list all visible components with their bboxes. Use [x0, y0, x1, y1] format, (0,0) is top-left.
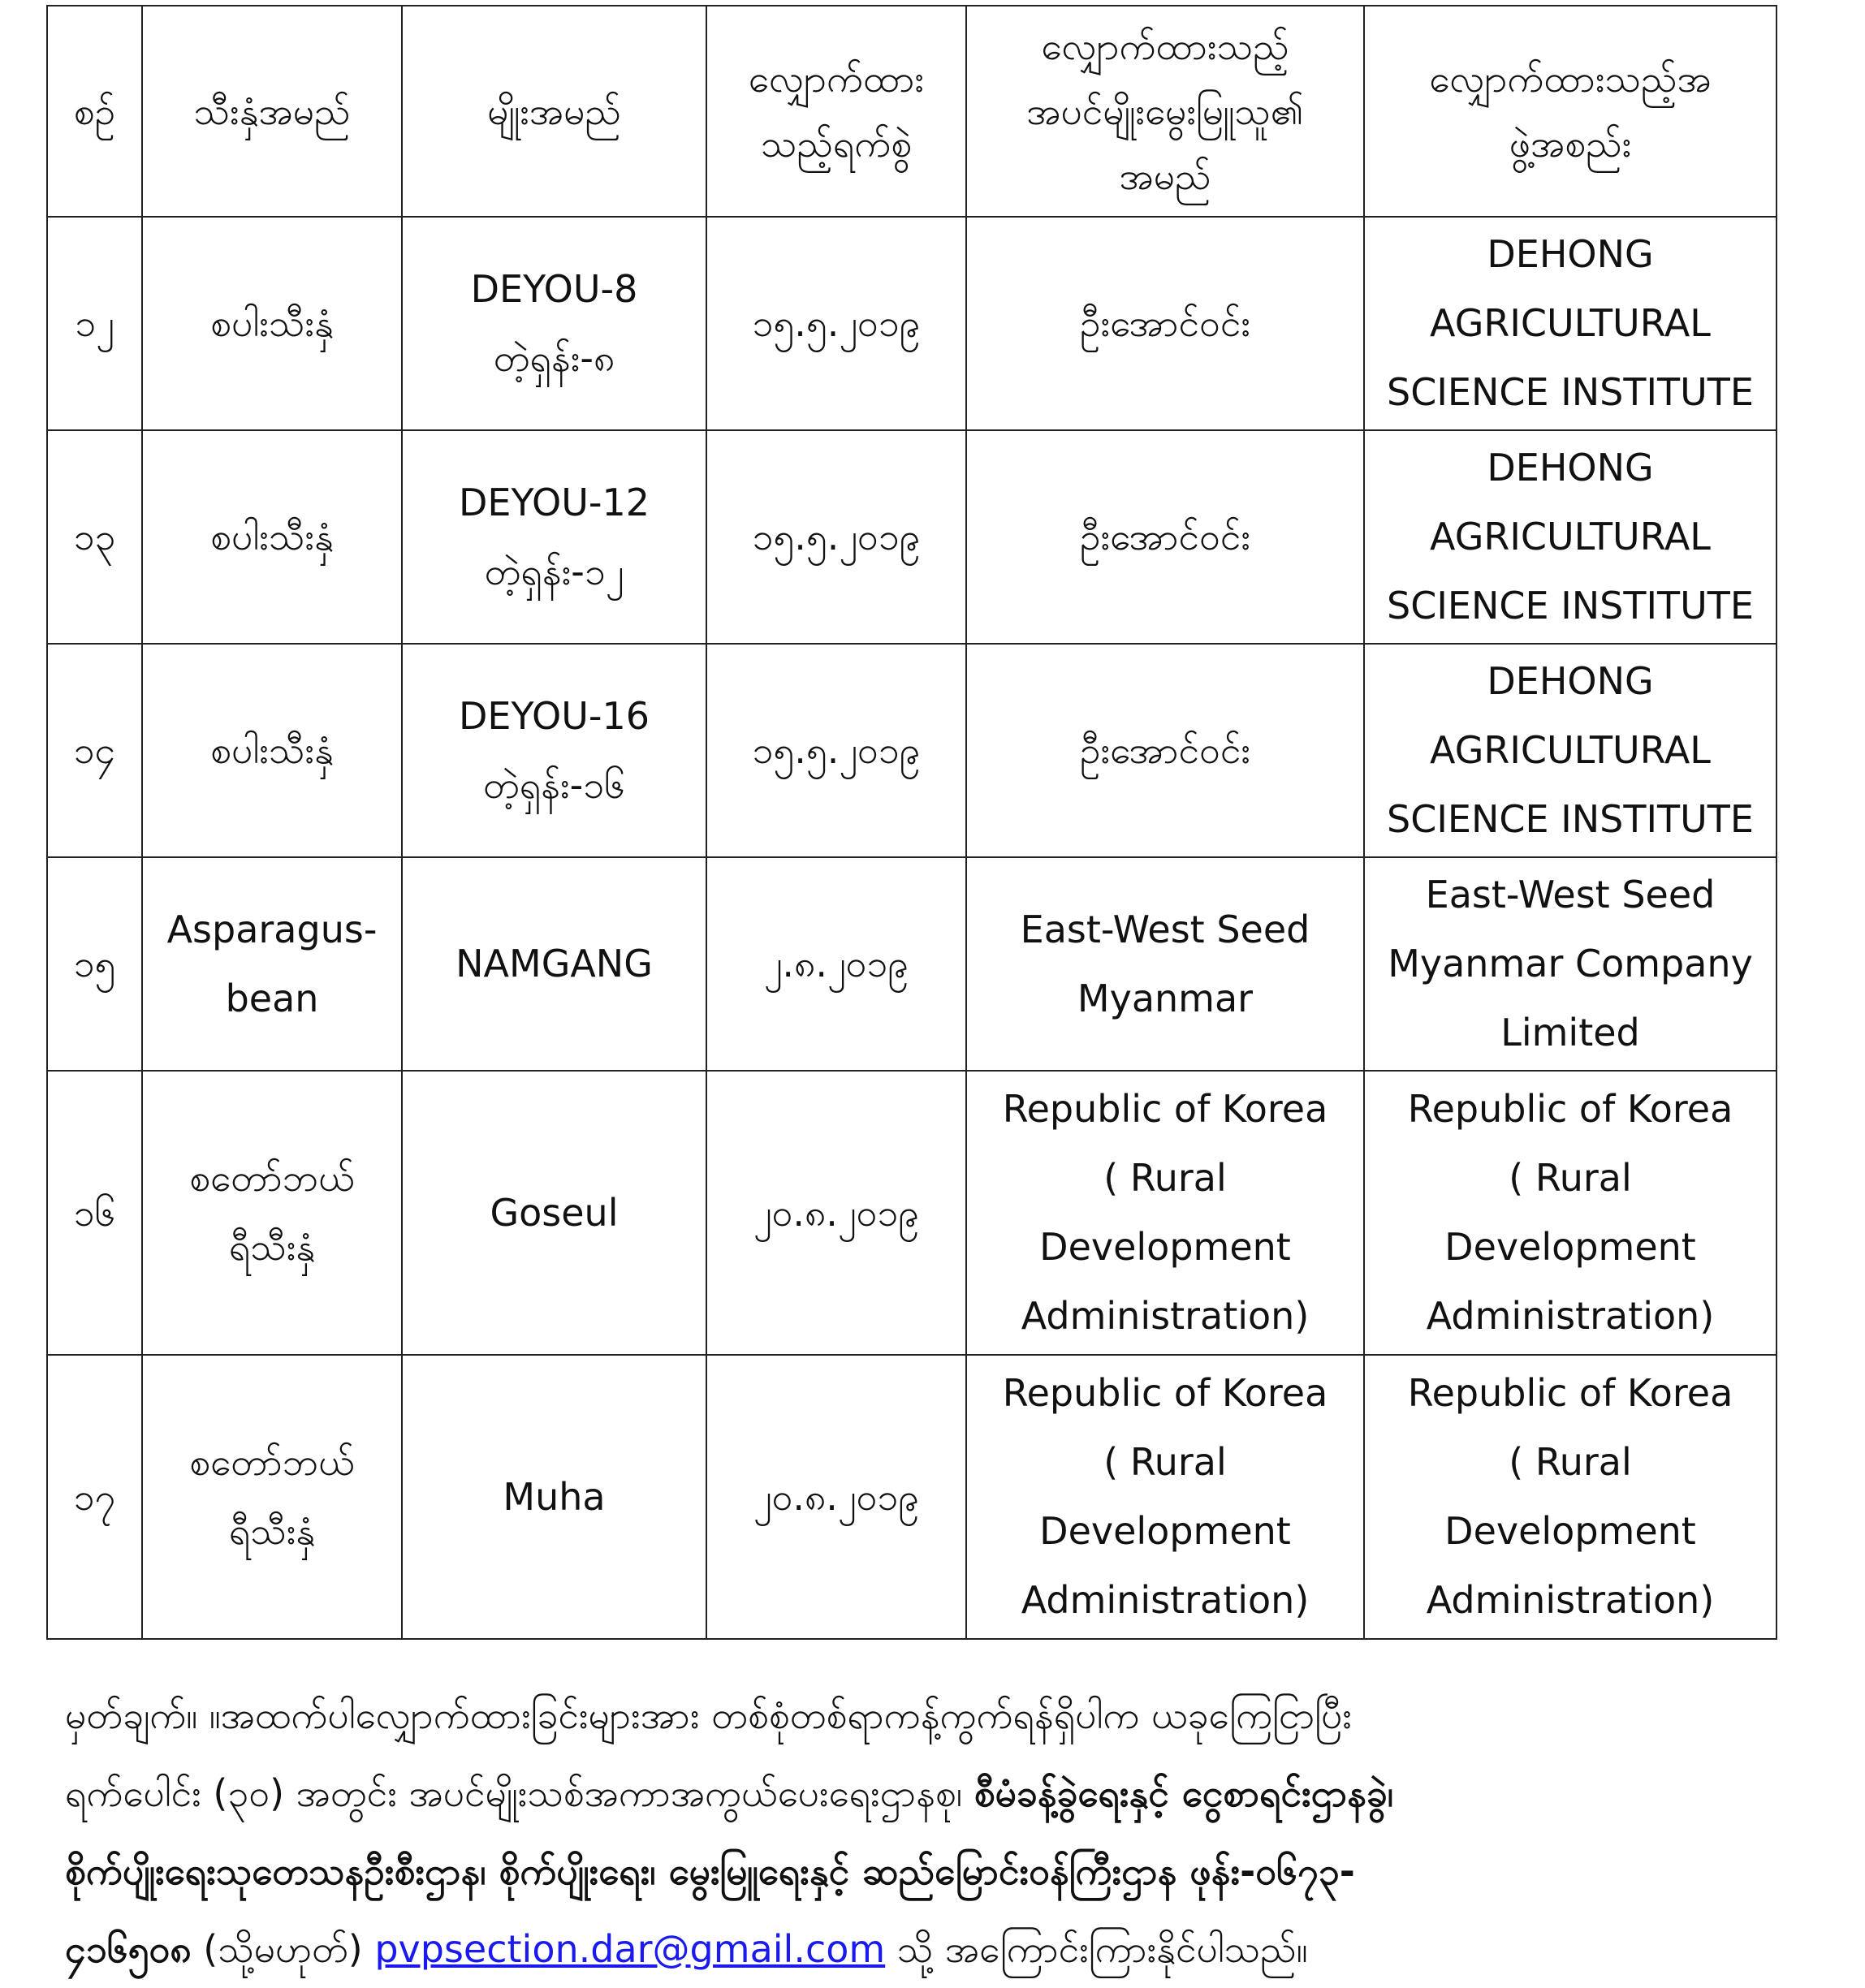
- cell-breeder-name-line: ဦးအောင်ဝင်း: [1079, 728, 1251, 772]
- cell-crop-name: [142, 430, 402, 644]
- cell-crop-name: [142, 857, 402, 1071]
- cell-variety-name: [402, 217, 706, 430]
- cell-applicant-organization-line: East-West Seed: [1425, 873, 1716, 916]
- cell-applicant-organization-line: Myanmar Company: [1388, 942, 1753, 985]
- cell-applicant-organization-line: SCIENCE INSTITUTE: [1387, 370, 1754, 414]
- cell-breeder-name: [966, 430, 1364, 644]
- cell-variety-name-line: NAMGANG: [455, 942, 653, 985]
- cell-application-date: [706, 857, 966, 1071]
- cell-application-date-line: ၂၀.၈.၂၀၁၉: [753, 1190, 920, 1235]
- header-application-date-line: သည့်ရက်စွဲ: [760, 122, 913, 166]
- cell-applicant-organization-line: Limited: [1500, 1011, 1640, 1054]
- cell-application-date: [706, 644, 966, 857]
- cell-variety-name: [402, 1355, 706, 1639]
- cell-serial-no: [47, 644, 142, 857]
- footnote-text: သို့ အကြောင်းကြားနိုင်ပါသည်။: [885, 1927, 1308, 1971]
- header-breeder-name-line: အပင်မျိုးမွေးမြူသူ၏: [1026, 89, 1304, 133]
- footnote-line-4: [65, 1910, 1754, 1988]
- cell-crop-name: [142, 644, 402, 857]
- cell-application-date: [706, 1071, 966, 1355]
- header-applicant-organization-line: ဖွဲ့အစည်း: [1509, 122, 1632, 166]
- cell-variety-name-line: DEYOU-8: [470, 266, 638, 311]
- header-applicant-organization: [1364, 6, 1776, 217]
- header-applicant-organization-line: လျှောက်ထားသည့်အ: [1429, 57, 1712, 101]
- cell-serial-no: [47, 857, 142, 1071]
- cell-variety-name: [402, 430, 706, 644]
- cell-application-date-line: ၂.၈.၂၀၁၉: [763, 942, 909, 985]
- cell-variety-name: [402, 857, 706, 1071]
- cell-crop-name-line: bean: [225, 976, 319, 1020]
- applications-table: [46, 5, 1777, 1640]
- cell-crop-name: [142, 217, 402, 430]
- applications-table-container: [46, 5, 1776, 1640]
- cell-breeder-name: [966, 217, 1364, 430]
- header-crop-name: [142, 6, 402, 217]
- cell-applicant-organization: [1364, 430, 1776, 644]
- cell-applicant-organization-line: SCIENCE INSTITUTE: [1387, 797, 1754, 841]
- header-variety-name-line: မျိုးအမည်: [487, 89, 621, 133]
- cell-applicant-organization-line: DEHONG: [1487, 446, 1654, 489]
- cell-serial-no: [47, 1071, 142, 1355]
- table-row: [47, 644, 1776, 857]
- cell-applicant-organization: [1364, 1355, 1776, 1639]
- cell-applicant-organization-line: AGRICULTURAL: [1430, 515, 1711, 558]
- cell-breeder-name-line: Development: [1039, 1225, 1291, 1269]
- footnote-text: ရက်ပေါင်း (၃၀) အတွင်း အပင်မျိုးသစ်အကာအကွယ်ပေးရေးဌာနစု၊: [65, 1771, 974, 1815]
- cell-breeder-name-line: Republic of Korea: [1002, 1371, 1328, 1415]
- header-serial-no-line: စဉ်: [73, 89, 116, 133]
- cell-breeder-name-line: ဦးအောင်ဝင်း: [1079, 301, 1251, 345]
- header-variety-name: [402, 6, 706, 217]
- table-row: [47, 217, 1776, 430]
- cell-variety-name-line: DEYOU-16: [458, 693, 650, 738]
- cell-breeder-name-line: Republic of Korea: [1002, 1087, 1328, 1131]
- footnote-line-3: [65, 1832, 1754, 1910]
- table-row: [47, 430, 1776, 644]
- cell-crop-name-line: ရီသီးနှံ: [228, 1225, 316, 1269]
- cell-variety-name-line: တဲ့ရှန်း-၁၂: [484, 549, 624, 593]
- cell-applicant-organization-line: Republic of Korea: [1407, 1371, 1733, 1415]
- cell-breeder-name-line: ( Rural: [1103, 1440, 1227, 1484]
- cell-application-date: [706, 217, 966, 430]
- header-breeder-name-line: လျှောက်ထားသည့်: [1041, 24, 1289, 68]
- cell-breeder-name: [966, 644, 1364, 857]
- cell-applicant-organization-line: ( Rural: [1509, 1440, 1632, 1484]
- cell-serial-no-line: ၁၂: [75, 301, 114, 345]
- cell-variety-name-line: Muha: [503, 1474, 606, 1519]
- cell-crop-name-line: စပါးသီးနှံ: [210, 515, 334, 558]
- cell-serial-no: [47, 430, 142, 644]
- cell-application-date: [706, 430, 966, 644]
- cell-applicant-organization-line: ( Rural: [1509, 1156, 1632, 1200]
- cell-serial-no-line: ၁၄: [73, 728, 116, 772]
- cell-breeder-name-line: ဦးအောင်ဝင်း: [1079, 515, 1251, 558]
- footnote-line-1: မှတ်ချက်။ ။အထက်ပါလျှောက်ထားခြင်းများအား တစ်စုံတစ်ရာကန့်ကွက်ရန်ရှိပါက ယခုကြေငြာပြီး: [65, 1693, 1352, 1737]
- cell-crop-name-line: Asparagus-: [166, 907, 378, 951]
- cell-applicant-organization-line: AGRICULTURAL: [1430, 728, 1711, 772]
- table-row: [47, 1071, 1776, 1355]
- cell-applicant-organization-line: AGRICULTURAL: [1430, 301, 1711, 345]
- cell-breeder-name: [966, 1355, 1364, 1639]
- footnote-phone: ၄၁၆၅၀၈: [65, 1927, 192, 1971]
- cell-variety-name: [402, 644, 706, 857]
- cell-applicant-organization: [1364, 1071, 1776, 1355]
- footnote-line-2: [65, 1754, 1754, 1832]
- footnote-bold-text: စိုက်ပျိုးရေးသုတေသနဦးစီးဌာန၊ စိုက်ပျိုးရေး၊ မွေးမြူရေးနှင့် ဆည်မြောင်းဝန်ကြီးဌာန ဖုန်း-၀၆၇၃-: [65, 1849, 1355, 1893]
- cell-application-date: [706, 1355, 966, 1639]
- cell-breeder-name: [966, 1071, 1364, 1355]
- cell-crop-name-line: စပါးသီးနှံ: [210, 728, 334, 772]
- header-breeder-name-line: အမည်: [1119, 154, 1211, 198]
- cell-variety-name: [402, 1071, 706, 1355]
- cell-application-date-line: ၁၅.၅.၂၀၁၉: [752, 301, 921, 345]
- cell-breeder-name: [966, 857, 1364, 1071]
- table-header-row: [47, 6, 1776, 217]
- cell-applicant-organization-line: DEHONG: [1487, 232, 1654, 276]
- cell-applicant-organization: [1364, 217, 1776, 430]
- footnote-text: (သို့မဟုတ်): [191, 1927, 375, 1971]
- cell-variety-name-line: တဲ့ရှန်း-၈: [493, 335, 615, 380]
- footnote-bold-text: စီမံခန့်ခွဲရေးနှင့် ငွေစာရင်းဌာနခွဲ၊: [974, 1771, 1394, 1815]
- table-row: [47, 857, 1776, 1071]
- cell-breeder-name-line: Administration): [1021, 1578, 1310, 1622]
- table-row: [47, 1355, 1776, 1639]
- cell-crop-name-line: စပါးသီးနှံ: [210, 301, 334, 345]
- cell-applicant-organization-line: Republic of Korea: [1407, 1087, 1733, 1131]
- cell-serial-no-line: ၁၆: [73, 1190, 116, 1235]
- cell-breeder-name-line: Administration): [1021, 1294, 1310, 1338]
- cell-crop-name: [142, 1071, 402, 1355]
- cell-breeder-name-line: Development: [1039, 1509, 1291, 1553]
- header-application-date: [706, 6, 966, 217]
- cell-applicant-organization-line: DEHONG: [1487, 659, 1654, 703]
- cell-crop-name-line: ရီသီးနှံ: [228, 1509, 316, 1553]
- cell-serial-no: [47, 217, 142, 430]
- cell-crop-name: [142, 1355, 402, 1639]
- email-link[interactable]: pvpsection.dar@gmail.com: [374, 1927, 886, 1971]
- cell-variety-name-line: DEYOU-12: [458, 480, 650, 524]
- cell-crop-name-line: စတော်ဘယ်: [189, 1156, 355, 1200]
- cell-breeder-name-line: ( Rural: [1103, 1156, 1227, 1200]
- header-breeder-name: [966, 6, 1364, 217]
- cell-applicant-organization-line: Development: [1444, 1509, 1696, 1553]
- cell-serial-no-line: ၁၇: [73, 1474, 116, 1519]
- header-crop-name-line: သီးနှံအမည်: [193, 89, 351, 133]
- cell-serial-no-line: ၁၃: [73, 515, 116, 558]
- header-application-date-line: လျှောက်ထား: [748, 57, 925, 101]
- cell-applicant-organization-line: Development: [1444, 1225, 1696, 1269]
- cell-serial-no: [47, 1355, 142, 1639]
- cell-crop-name-line: စတော်ဘယ်: [189, 1440, 355, 1484]
- footnote: [65, 1676, 1754, 1988]
- cell-applicant-organization-line: SCIENCE INSTITUTE: [1387, 584, 1754, 627]
- cell-variety-name-line: တဲ့ရှန်း-၁၆: [482, 762, 626, 807]
- cell-applicant-organization-line: Administration): [1426, 1578, 1715, 1622]
- cell-application-date-line: ၁၅.၅.၂၀၁၉: [752, 515, 921, 558]
- cell-variety-name-line: Goseul: [490, 1190, 619, 1235]
- header-serial-no: [47, 6, 142, 217]
- cell-application-date-line: ၁၅.၅.၂၀၁၉: [752, 728, 921, 772]
- cell-applicant-organization: [1364, 857, 1776, 1071]
- cell-application-date-line: ၂၀.၈.၂၀၁၉: [753, 1474, 920, 1519]
- cell-breeder-name-line: East-West Seed: [1020, 907, 1310, 951]
- cell-applicant-organization-line: Administration): [1426, 1294, 1715, 1338]
- cell-breeder-name-line: Myanmar: [1077, 976, 1254, 1020]
- cell-applicant-organization: [1364, 644, 1776, 857]
- cell-serial-no-line: ၁၅: [73, 942, 116, 985]
